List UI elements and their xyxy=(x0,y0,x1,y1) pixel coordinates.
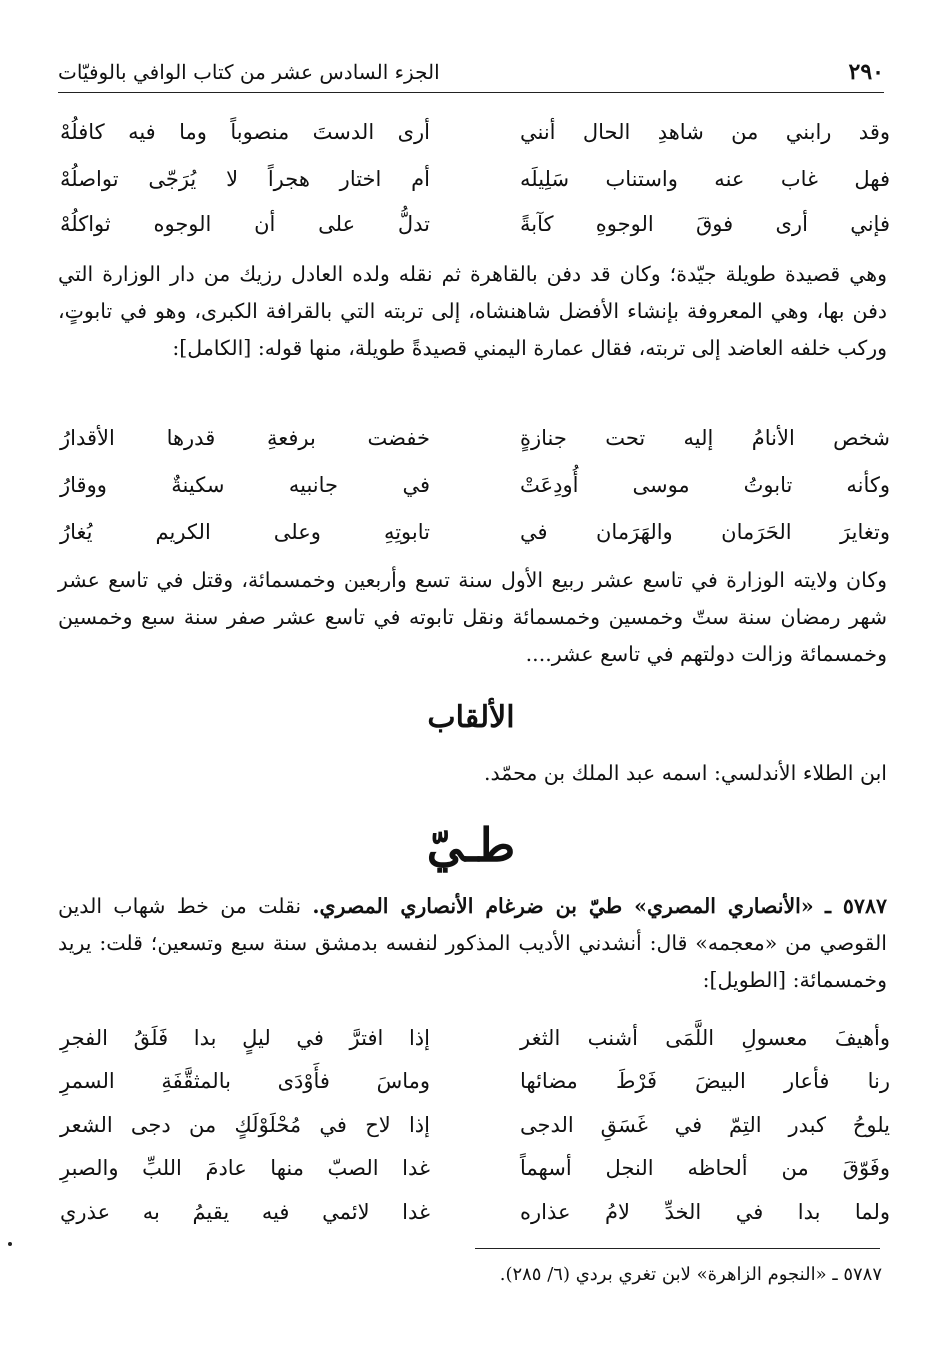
page-number: ٢٩٠ xyxy=(848,59,884,85)
verse-first-hemistich: وفَوّقَ من ألحاظه النجل أسهماً xyxy=(520,1156,890,1180)
verse-first-hemistich: رنا فأعار البيضَ فَرْطَ مضائها xyxy=(520,1069,890,1093)
scan-speck xyxy=(8,1242,12,1246)
verse-line xyxy=(60,1192,890,1232)
verse-first-hemistich: يلوحُ كبدر التِمّ في غَسَقِ الدجى xyxy=(520,1113,890,1137)
verse-line xyxy=(60,204,890,244)
entry-number: ٥٧٨٧ ـ xyxy=(825,894,887,918)
verse-line xyxy=(60,1061,890,1101)
verse-second-hemistich: تدلُّ على أن الوجوه ثواكلُهْ xyxy=(60,212,430,236)
verse-second-hemistich: إذا لاح في مُحْلَوْلَكٍ من دجى الشعر xyxy=(60,1113,430,1137)
biography-entry xyxy=(58,888,887,999)
verse-line xyxy=(60,418,890,458)
alqab-entry: ابن الطلاء الأندلسي: اسمه عبد الملك بن محمّد. xyxy=(483,761,887,785)
verse-first-hemistich: وكأنه تابوتُ موسى أُودِعَتْ xyxy=(520,473,890,497)
verse-line xyxy=(60,1148,890,1188)
verse-second-hemistich: خفضت برفعةِ قدرها الأقدارُ xyxy=(60,426,430,450)
verse-first-hemistich: ولما بدا في الخدِّ لامُ عذاره xyxy=(520,1200,890,1224)
section-heading-alqab: الألقاب xyxy=(427,700,515,735)
footnote-divider xyxy=(475,1248,880,1249)
verse-second-hemistich: في جانبيه سكينةٌ ووقارُ xyxy=(60,473,430,497)
section-heading-tay: طـيّ xyxy=(426,818,516,872)
paragraph: وكان ولايته الوزارة في تاسع عشر ربيع الأول سنة تسع وأربعين وخمسمائة، وقتل في تاسع عشر شهر رمضان سنة ستّ وخمسين وخمسمائة ونقل تابوته في تاسع عشر صفر سنة سبع وخمسين وخمسمائة وزالت دولتهم في تاسع عشر.... xyxy=(58,568,887,666)
verse-second-hemistich: إذا افترَّ في ليلٍ بدا فَلَقُ الفجرِ xyxy=(60,1026,430,1050)
verse-second-hemistich: أم اختار هجراً لا يُرَجّى تواصلُهْ xyxy=(60,167,430,191)
verse-line xyxy=(60,1018,890,1058)
verse-first-hemistich: وتغايرَ الحَرَمان والهَرَمان في xyxy=(520,520,890,544)
verse-second-hemistich: وماسَ فأَوْدَى بالمثقَّفَةِ السمرِ xyxy=(60,1069,430,1093)
verse-second-hemistich: تابوتِهِ وعلى الكريم يُغارُ xyxy=(60,520,430,544)
verse-line xyxy=(60,112,890,152)
verse-line xyxy=(60,1105,890,1145)
verse-second-hemistich: أرى الدستَ منصوباً وما فيه كافلُهْ xyxy=(60,120,430,144)
verse-first-hemistich: وقد رابني من شاهدِ الحال أنني xyxy=(520,120,890,144)
verse-line xyxy=(60,465,890,505)
verse-second-hemistich: غدا لائمي فيه يقيمُ به عذري xyxy=(60,1200,430,1224)
verse-second-hemistich: غدا الصبّ منها عادمَ اللبِّ والصبرِ xyxy=(60,1156,430,1180)
footnote: ٥٧٨٧ ـ «النجوم الزاهرة» لابن تغري بردي (٦/ ٢٨٥). xyxy=(499,1264,882,1285)
verse-first-hemistich: وأهيفَ معسولِ اللَّمَى أشنب الثغر xyxy=(520,1026,890,1050)
verse-first-hemistich: فإني أرى فوقَ الوجوهِ كآبةً xyxy=(520,212,890,236)
page-header xyxy=(58,52,884,93)
verse-line xyxy=(60,512,890,552)
verse-line xyxy=(60,159,890,199)
verse-first-hemistich: شخص الأنامُ إليه تحت جنازةٍ xyxy=(520,426,890,450)
entry-text: نقلت من خط شهاب الدين القوصي من «معجمه» قال: أنشدني الأديب المذكور لنفسه بدمشق سنة سبع وتسعين؛ قلت: يريد وخمسمائة: [الطويل]: xyxy=(58,894,887,992)
paragraph: وهي قصيدة طويلة جيّدة؛ وكان قد دفن بالقاهرة ثم نقله ولده العادل رزيك من دار الوزارة التي دفن بها، وهي المعروفة بإنشاء الأفضل شاهنشاه، إلى تربته التي بالقرافة الكبرى، وهو في تابوتٍ، وركب خلفه العاضد إلى تربته، فقال عمارة اليمني قصيدةً طويلة، منها قوله: [الكامل]: xyxy=(58,262,887,360)
verse-first-hemistich: فهل غاب عنه واستناب سَلِيلَه xyxy=(520,167,890,191)
running-title: الجزء السادس عشر من كتاب الوافي بالوفيّات xyxy=(58,60,440,84)
entry-name: «الأنصاري المصري» طيّ بن ضرغام الأنصاري المصري. xyxy=(312,894,814,918)
